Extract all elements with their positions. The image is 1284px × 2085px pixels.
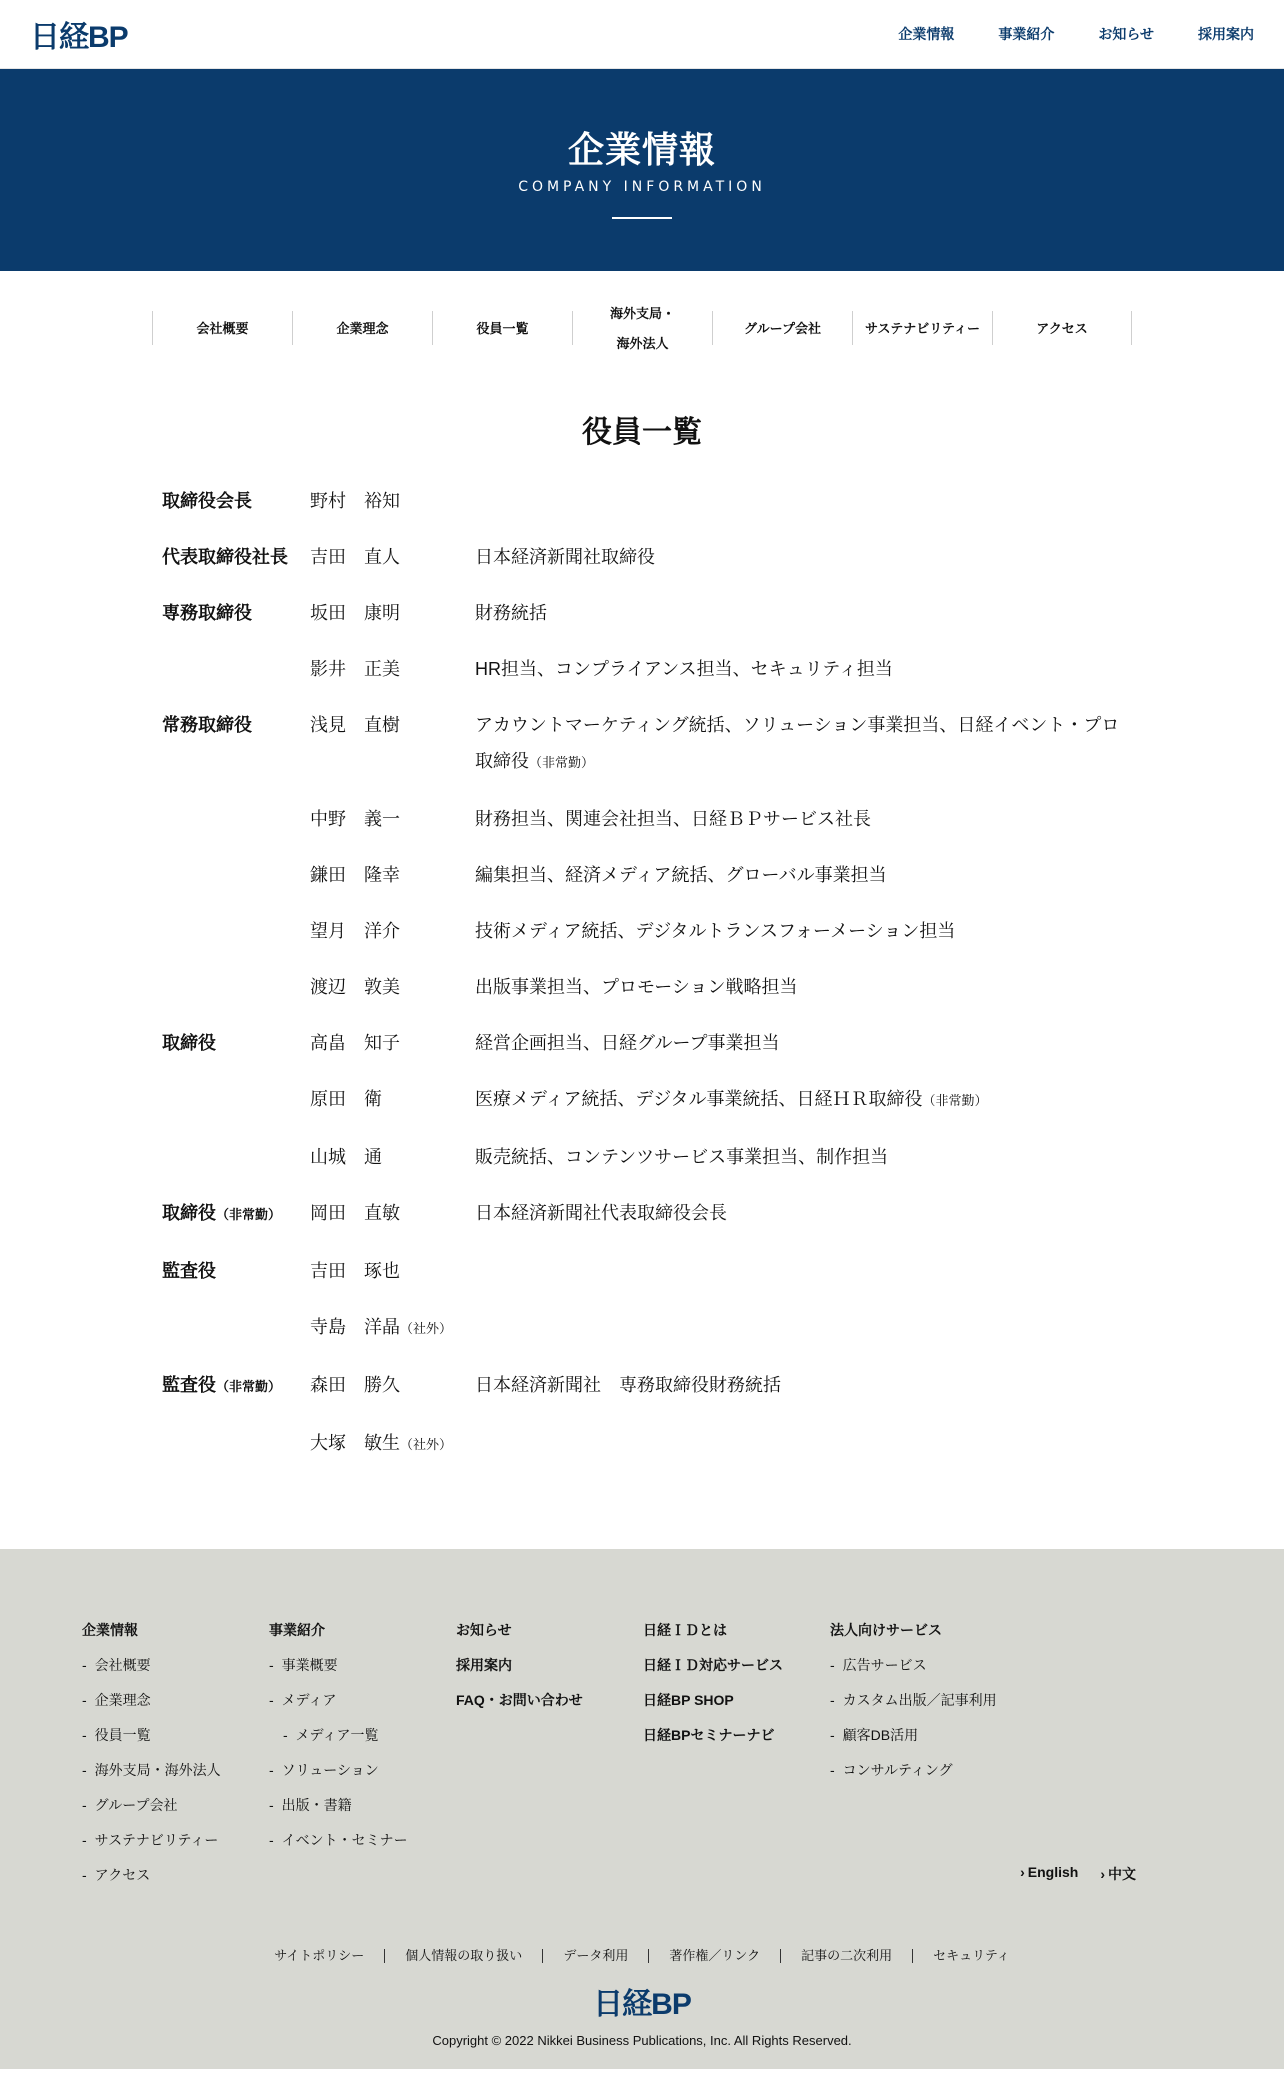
footer-column (643, 1621, 830, 1901)
officer-duties (475, 857, 1122, 893)
footer-column-heading[interactable]: 企業情報 (82, 1622, 138, 1638)
dash-bullet: - (830, 1692, 835, 1708)
officer-duties (475, 595, 1122, 631)
position-label: 専務取締役 (162, 603, 252, 623)
duties-label: 技術メディア統括、デジタルトランスフォーメーション担当 (475, 921, 956, 941)
officer-name (310, 1367, 475, 1405)
subnav-item[interactable] (432, 311, 572, 345)
officer-row (162, 1081, 1122, 1119)
footer-link[interactable] (830, 1691, 1017, 1710)
officer-row (162, 651, 1122, 687)
name-label: 原田 衛 (310, 1089, 382, 1109)
position-label: 監査役 (162, 1375, 216, 1395)
page-title: 役員一覧 (582, 416, 702, 449)
duties-label: 販売統括、コンテンツサービス事業担当、制作担当 (475, 1147, 889, 1167)
dash-bullet: - (269, 1692, 274, 1708)
name-label: 吉田 直人 (310, 547, 400, 567)
subnav-item[interactable] (572, 305, 712, 351)
footer-link-label: 出版・書籍 (281, 1797, 352, 1813)
dash-bullet: - (82, 1657, 87, 1673)
position-note: （非常勤） (216, 1207, 282, 1222)
officer-list (162, 483, 1122, 1463)
name-label: 大塚 敏生 (310, 1433, 400, 1453)
subnav-item-label: 会社概要 (196, 320, 249, 336)
officer-position (162, 651, 310, 687)
subnav-item-label: サステナビリティー (865, 320, 980, 336)
dash-bullet: - (283, 1727, 288, 1743)
officer-duties (475, 539, 1122, 575)
footer-link-bold[interactable]: 採用案内 (456, 1657, 512, 1673)
hero-divider (612, 217, 672, 219)
officer-duties (475, 651, 1122, 687)
dash-bullet: - (830, 1657, 835, 1673)
officer-position (162, 857, 310, 893)
footer-link[interactable] (269, 1796, 456, 1815)
footer-link-label: メディア (281, 1692, 337, 1708)
officer-duties (475, 1081, 1122, 1119)
officer-duties (475, 913, 1122, 949)
position-label: 代表取締役社長 (162, 547, 288, 567)
officer-row (162, 1309, 1122, 1347)
officer-name (310, 651, 475, 687)
duties-note: （非常勤） (529, 755, 595, 770)
footer-link[interactable] (269, 1656, 456, 1675)
officer-name (310, 595, 475, 631)
officer-name (310, 801, 475, 837)
footer-link-label: ソリューション (281, 1762, 379, 1778)
global-nav (854, 24, 1254, 44)
footer-link[interactable] (830, 1726, 1017, 1745)
hero-title: 企業情報 (567, 128, 716, 170)
name-label: 野村 裕知 (310, 491, 400, 511)
officer-duties (475, 483, 1122, 519)
officer-name (310, 1139, 475, 1175)
officer-name (310, 539, 475, 575)
hero-subtitle: COMPANY INFORMATION (518, 178, 766, 195)
officer-row (162, 913, 1122, 949)
footer-link[interactable] (82, 1796, 269, 1815)
company-subnav (0, 305, 1284, 351)
officer-name (310, 1195, 475, 1233)
footer-link-label: カスタム出版／記事利用 (842, 1692, 997, 1708)
officer-row (162, 707, 1122, 781)
footer-link-label: 顧客DB活用 (842, 1727, 919, 1743)
name-label: 山城 通 (310, 1147, 382, 1167)
footer-link[interactable] (830, 1761, 1017, 1780)
dash-bullet: - (82, 1867, 87, 1883)
officer-name (310, 483, 475, 519)
name-label: 中野 義一 (310, 809, 400, 829)
officer-row (162, 1025, 1122, 1061)
name-label: 渡辺 敦美 (310, 977, 400, 997)
officer-row (162, 1253, 1122, 1289)
officer-name (310, 707, 475, 781)
subnav-item[interactable] (852, 311, 992, 345)
name-note: （社外） (400, 1321, 453, 1336)
officer-duties (475, 1425, 1122, 1463)
subnav-item[interactable] (292, 311, 432, 345)
footer-link[interactable] (82, 1691, 269, 1710)
footer-link-label: 役員一覧 (94, 1727, 151, 1743)
officer-position (162, 1025, 310, 1061)
officer-position (162, 1309, 310, 1347)
chevron-right-icon: › (1020, 1864, 1025, 1880)
duties-label: 日本経済新聞社 専務取締役財務統括 (475, 1375, 781, 1395)
footer-link-label: 事業概要 (281, 1657, 338, 1673)
officer-duties (475, 969, 1122, 1005)
name-label: 望月 洋介 (310, 921, 400, 941)
subnav-item-label: グループ会社 (744, 320, 821, 336)
dash-bullet: - (82, 1762, 87, 1778)
nav-news[interactable]: お知らせ (1098, 26, 1154, 42)
duties-label: HR担当、コンプライアンス担当、セキュリティ担当 (475, 659, 893, 679)
officer-position (162, 1425, 310, 1463)
officer-name (310, 913, 475, 949)
position-label: 取締役 (162, 1033, 216, 1053)
footer-link-bold[interactable]: FAQ・お問い合わせ (456, 1692, 583, 1708)
officer-name (310, 1309, 475, 1347)
footer-column-heading[interactable]: 事業紹介 (269, 1622, 325, 1638)
subnav-item[interactable] (152, 311, 292, 345)
position-label: 取締役 (162, 1203, 216, 1223)
officer-name (310, 1425, 475, 1463)
subnav-item-label: 海外支局・ (609, 305, 675, 321)
footer-link[interactable] (269, 1726, 456, 1745)
nav-recruit[interactable]: 採用案内 (1198, 26, 1254, 42)
footer-links (0, 1949, 1284, 1963)
footer-link[interactable] (82, 1831, 269, 1850)
name-label: 岡田 直敏 (310, 1203, 400, 1223)
nav-business[interactable]: 事業紹介 (998, 26, 1055, 42)
footer-link-bold[interactable]: 日経BP SHOP (643, 1692, 734, 1708)
name-label: 鎌田 隆幸 (310, 865, 400, 885)
officer-position (162, 483, 310, 519)
subnav-item[interactable] (992, 311, 1132, 345)
position-label: 取締役会長 (162, 491, 252, 511)
hero-banner (0, 69, 1284, 271)
officer-duties (475, 1309, 1122, 1347)
dash-bullet: - (82, 1727, 87, 1743)
footer-column-heading[interactable]: 日経ＩＤとは (643, 1622, 727, 1638)
officer-position (162, 913, 310, 949)
officer-row (162, 539, 1122, 575)
footer-link[interactable] (82, 1866, 269, 1885)
footer-logo[interactable]: 日経BP (593, 1988, 691, 2021)
footer-link-label: イベント・セミナー (281, 1832, 408, 1848)
officer-duties (475, 1195, 1122, 1233)
name-note: （社外） (400, 1437, 453, 1452)
footer-column (456, 1621, 643, 1901)
footer-link-label: 広告サービス (842, 1657, 927, 1673)
footer-link-label: 会社概要 (94, 1657, 151, 1673)
officer-duties (475, 707, 1122, 781)
dash-bullet: - (269, 1657, 274, 1673)
position-label: 常務取締役 (162, 715, 252, 735)
officer-row (162, 857, 1122, 893)
footer-link-bold[interactable]: 日経ＩＤ対応サービス (643, 1657, 783, 1673)
name-label: 坂田 康明 (310, 603, 400, 623)
name-label: 吉田 琢也 (310, 1261, 400, 1281)
footer-link-label: コンサルティング (842, 1762, 953, 1778)
subnav-item-label: 企業理念 (336, 320, 389, 336)
duties-label: 医療メディア統括、デジタル事業統括、日経ＨＲ取締役 (475, 1089, 923, 1109)
name-label: 浅見 直樹 (310, 715, 400, 735)
duties-label: 財務統括 (475, 603, 547, 623)
officer-position (162, 1253, 310, 1289)
officer-position (162, 539, 310, 575)
lang-chinese-link[interactable]: › 中文 (1100, 1866, 1136, 1882)
footer-link[interactable] (82, 1656, 269, 1675)
dash-bullet: - (269, 1797, 274, 1813)
footer-link-label: グループ会社 (94, 1797, 178, 1813)
footer-column-heading[interactable]: 法人向けサービス (830, 1622, 942, 1638)
language-switcher (1020, 1864, 1136, 1884)
duties-label: 日本経済新聞社取締役 (475, 547, 655, 567)
name-label: 高畠 知子 (310, 1033, 400, 1053)
officer-position (162, 1139, 310, 1175)
dash-bullet: - (82, 1797, 87, 1813)
officer-name (310, 969, 475, 1005)
officer-position (162, 707, 310, 781)
footer-link[interactable] (830, 1656, 1017, 1675)
officer-position (162, 1367, 310, 1405)
site-header (0, 0, 1284, 69)
footer-link-label: アクセス (94, 1867, 151, 1883)
footer-column (82, 1621, 269, 1901)
officer-row (162, 483, 1122, 519)
officer-position (162, 801, 310, 837)
officer-name (310, 1025, 475, 1061)
officer-duties (475, 801, 1122, 837)
officer-row (162, 1425, 1122, 1463)
dash-bullet: - (269, 1832, 274, 1848)
footer-policy-link[interactable]: データ利用 (542, 1949, 648, 1963)
position-label: 監査役 (162, 1261, 216, 1281)
dash-bullet: - (830, 1762, 835, 1778)
footer-link[interactable] (269, 1691, 456, 1710)
officer-row (162, 969, 1122, 1005)
officer-row (162, 1139, 1122, 1175)
officer-duties (475, 1025, 1122, 1061)
nikkei-bp-logo[interactable]: 日経BP (30, 21, 128, 54)
footer-policy-link[interactable]: セキュリティ (912, 1949, 1030, 1963)
footer-policy-link[interactable]: 記事の二次利用 (780, 1949, 912, 1963)
officer-name (310, 1081, 475, 1119)
duties-label: 編集担当、経済メディア統括、グローバル事業担当 (475, 865, 887, 885)
name-label: 影井 正美 (310, 659, 400, 679)
duties-label: 日本経済新聞社代表取締役会長 (475, 1203, 727, 1223)
footer-policy-link[interactable]: 個人情報の取り扱い (384, 1949, 542, 1963)
lang-english-link[interactable]: › English (1020, 1864, 1079, 1880)
subnav-item-label: アクセス (1036, 320, 1088, 336)
officer-duties (475, 1139, 1122, 1175)
officer-duties (475, 1367, 1122, 1405)
officer-duties (475, 1253, 1122, 1289)
officer-position (162, 1081, 310, 1119)
chevron-right-icon: › (1100, 1866, 1105, 1882)
footer-link[interactable] (269, 1831, 456, 1850)
footer-link[interactable] (269, 1761, 456, 1780)
officer-name (310, 1253, 475, 1289)
position-note: （非常勤） (216, 1379, 282, 1394)
footer-link-label: メディア一覧 (295, 1727, 379, 1743)
officer-row (162, 1195, 1122, 1233)
footer-columns (0, 1549, 1284, 1901)
officer-row (162, 595, 1122, 631)
footer-link-label: 海外支局・海外法人 (94, 1762, 221, 1778)
name-label: 森田 勝久 (310, 1375, 400, 1395)
officer-position (162, 1195, 310, 1233)
footer-column-heading[interactable]: お知らせ (456, 1622, 512, 1638)
officer-name (310, 857, 475, 893)
footer-link-label: 企業理念 (94, 1692, 151, 1708)
subnav-item-label: 海外法人 (616, 335, 669, 351)
officer-row (162, 1367, 1122, 1405)
footer-column (269, 1621, 456, 1901)
officer-row (162, 801, 1122, 837)
officer-position (162, 595, 310, 631)
dash-bullet: - (269, 1762, 274, 1778)
footer-link[interactable] (82, 1726, 269, 1745)
duties-label: 財務担当、関連会社担当、日経ＢＰサービス社長 (475, 809, 871, 829)
dash-bullet: - (830, 1727, 835, 1743)
duties-note: （非常勤） (922, 1093, 988, 1108)
copyright: Copyright © 2022 Nikkei Business Publications, Inc. All Rights Reserved. (432, 2033, 852, 2048)
subnav-item-label: 役員一覧 (476, 320, 529, 336)
site-footer (0, 1549, 1284, 2069)
nav-company-info[interactable]: 企業情報 (898, 26, 955, 42)
dash-bullet: - (82, 1692, 87, 1708)
footer-policy-link[interactable]: 著作権／リンク (648, 1949, 780, 1963)
dash-bullet: - (82, 1832, 87, 1848)
footer-link-label: サステナビリティー (94, 1832, 219, 1848)
officer-position (162, 969, 310, 1005)
footer-column (830, 1621, 1017, 1901)
footer-link-bold[interactable]: 日経BPセミナーナビ (643, 1727, 775, 1743)
footer-link[interactable] (82, 1761, 269, 1780)
duties-label: アカウントマーケティング統括、ソリューション事業担当、日経イベント・プロ取締役 (475, 715, 1120, 771)
footer-policy-link[interactable]: サイトポリシー (274, 1948, 365, 1963)
duties-label: 経営企画担当、日経グループ事業担当 (475, 1033, 780, 1053)
duties-label: 出版事業担当、プロモーション戦略担当 (475, 977, 798, 997)
subnav-item[interactable] (712, 311, 852, 345)
name-label: 寺島 洋晶 (310, 1317, 400, 1337)
